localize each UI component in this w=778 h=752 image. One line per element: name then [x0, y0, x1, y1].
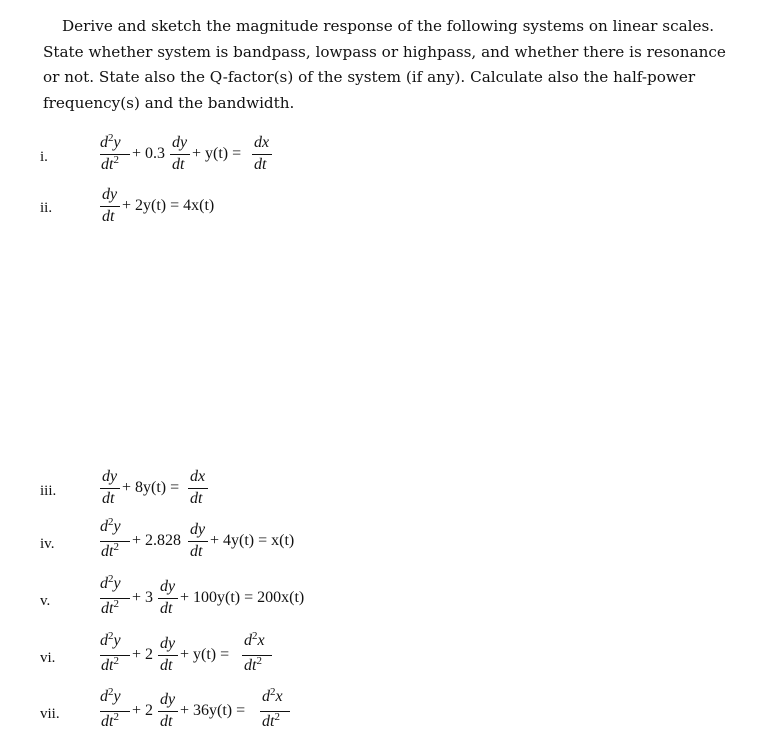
problem-statement: Derive and sketch the magnitude response of the following systems on linear scales. State whether system is bandpass, lowpass or highpass, and whether there is resonance or not. State also the Q-factor(s) of the system (if any). Calculate also the half-power frequency(s) and the bandwidth.	[43, 17, 726, 112]
problem-vii: vii. $d^2y$ $dt^2$ + 2 dy dt + 36y(t) = $d^2x$ $dt^2$	[0, 686, 778, 746]
problem-label: vii.	[40, 706, 60, 722]
problem-v: v. $d^2y$ $dt^2$ + 3 dy dt + 100y(t) = 200x(t)	[40, 573, 305, 617]
problem-label: vi.	[40, 650, 56, 666]
problem-label: iv.	[40, 536, 55, 552]
problem-iii: iii. dy dt + 8y(t) = dx dt	[0, 468, 778, 528]
numerator-d2y: $d^2y$	[100, 132, 121, 151]
denominator-dt2: $dt^2$	[101, 154, 119, 173]
problem-i: i. $d^2y$ $dt^2$ + 0.3 dy dt + y(t) = dx dt	[0, 134, 778, 194]
problem-label: v.	[40, 593, 51, 609]
problem-iv: iv. $d^2y$ $dt^2$ + 2.828 dy dt + 4y(t) = x(t)	[40, 516, 295, 560]
problem-vi: vi. $d^2y$ $dt^2$ + 2 dy dt + y(t) = $d^2x$ $dt^2$	[0, 630, 778, 690]
problem-label: ii.	[40, 200, 53, 216]
problem-label: iii.	[40, 483, 57, 499]
problem-ii: ii. dy dt + 2y(t) = 4x(t)	[40, 186, 215, 225]
problem-label: i.	[40, 149, 48, 165]
